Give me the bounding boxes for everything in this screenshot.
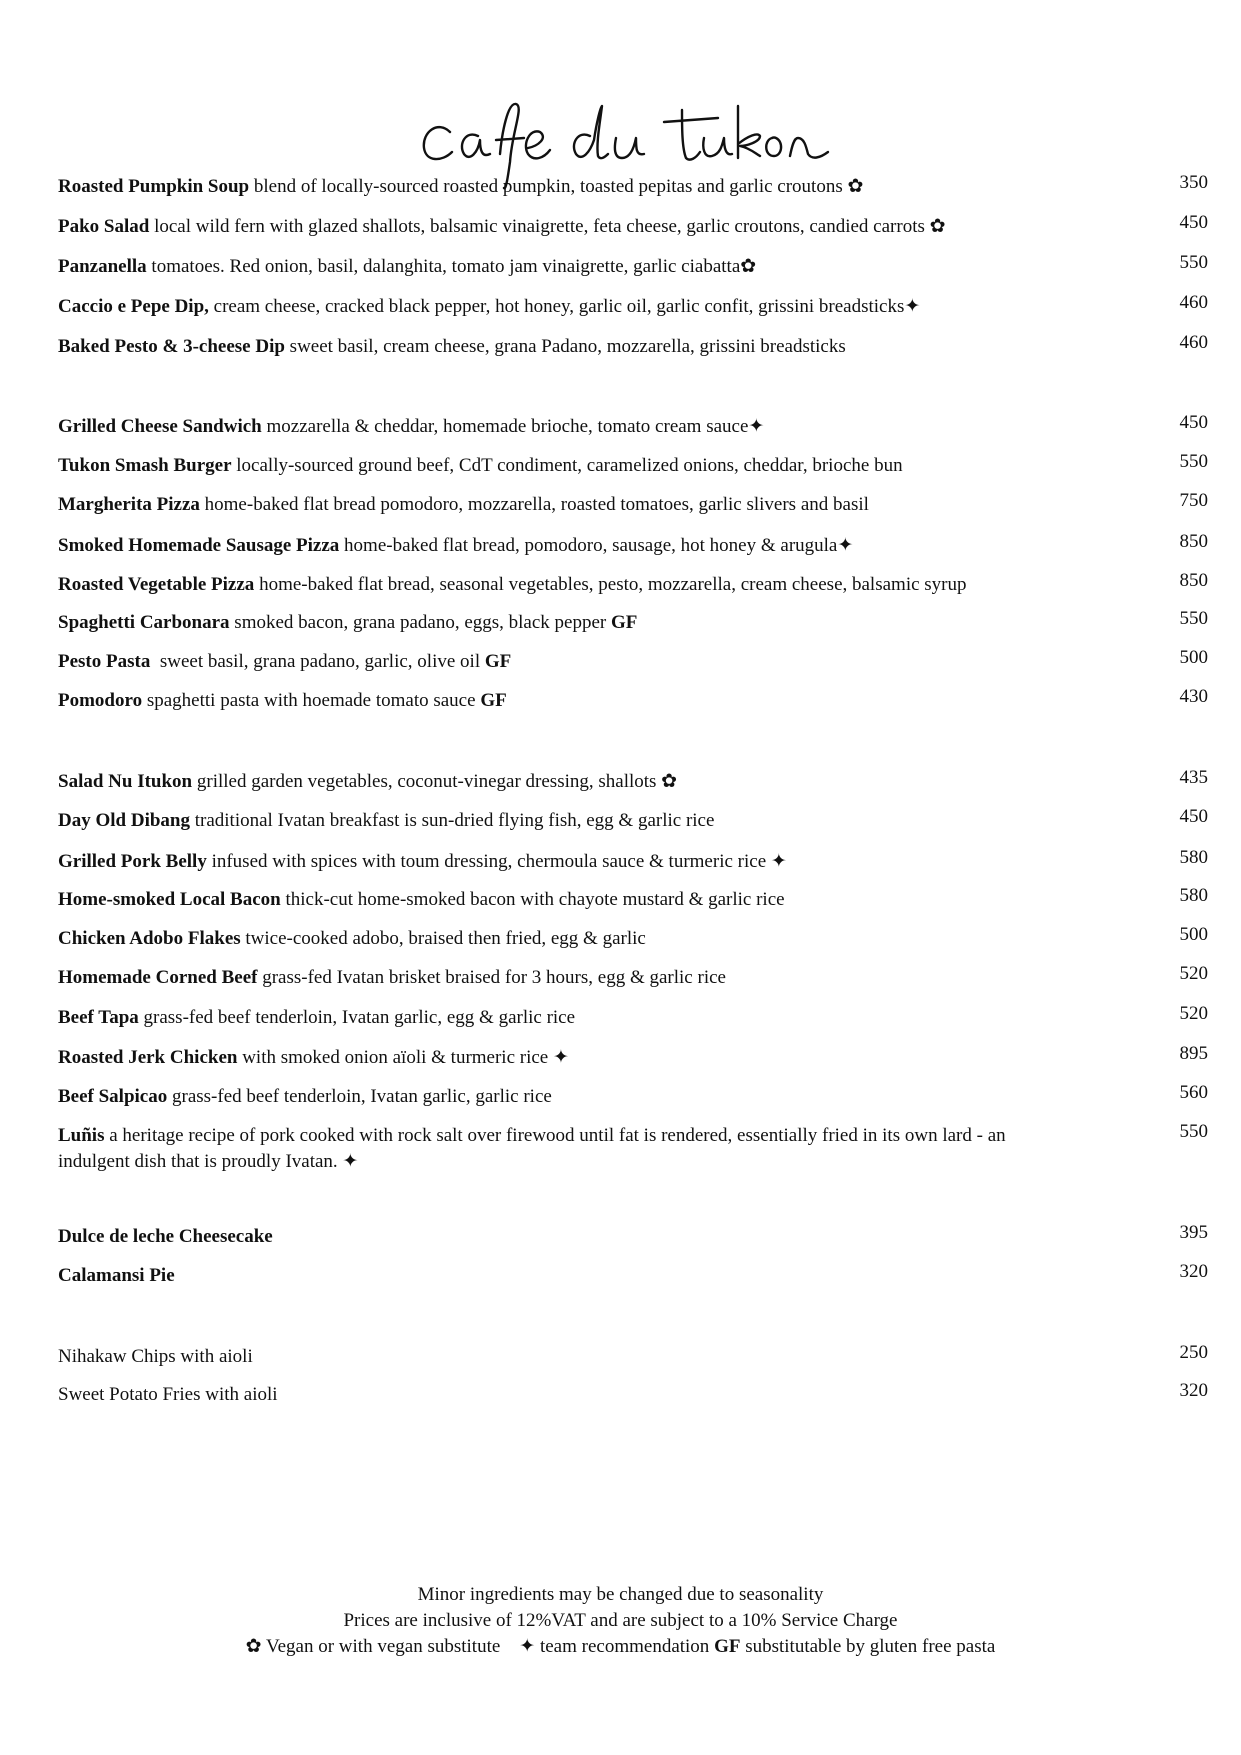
menu-item-price: 560: [1179, 1082, 1208, 1103]
menu-item: [58, 414, 1208, 440]
menu-item-description: sweet basil, cream cheese, grana Padano, mozzarella, grissini breadsticks: [284, 336, 846, 357]
menu-item-description: with smoked onion aïoli & turmeric rice ✦: [237, 1047, 569, 1068]
menu-item-name: Roasted Pumpkin Soup: [58, 176, 250, 197]
menu-item-name: Sweet Potato Fries with aioli: [58, 1384, 278, 1405]
menu-item-description: smoked bacon, grana padano, eggs, black pepper: [229, 612, 611, 633]
menu-item-description: a heritage recipe of pork cooked with rock salt over firewood until fat is rendered, essentially fried in its own lard - an indulgent dish that is proudly Ivatan. ✦: [58, 1125, 1011, 1172]
menu-item: [58, 453, 1208, 479]
menu-item-price: 550: [1179, 252, 1208, 273]
menu-item-name: Luñis: [58, 1125, 105, 1146]
menu-item-text: [58, 334, 1078, 360]
menu-item-price: 250: [1179, 1342, 1208, 1363]
menu-item-text: [58, 769, 1078, 795]
menu-item-text: [58, 1045, 1078, 1071]
menu-item-description: local wild fern with glazed shallots, balsamic vinaigrette, feta cheese, garlic croutons, candied carrots ✿: [149, 216, 946, 237]
menu-item-price: 895: [1179, 1043, 1208, 1064]
menu-item-name: Panzanella: [58, 256, 147, 277]
menu-item-name: Beef Tapa: [58, 1007, 139, 1028]
menu-item: [58, 334, 1208, 360]
pricing-note: Prices are inclusive of 12%VAT and are subject to a 10% Service Charge: [343, 1610, 898, 1631]
menu-item-text: [58, 572, 1078, 598]
menu-item: [58, 1382, 1208, 1408]
gluten-free-tag: GF: [480, 690, 507, 711]
menu-item-price: 395: [1179, 1222, 1208, 1243]
menu-item: [58, 294, 1208, 320]
menu-item-name: Calamansi Pie: [58, 1265, 175, 1286]
menu-item-text: [58, 688, 1078, 714]
menu-item-name: Margherita Pizza: [58, 494, 200, 515]
menu-item: [58, 849, 1208, 875]
menu-item-name: Homemade Corned Beef: [58, 967, 258, 988]
menu-item-name: Spaghetti Carbonara: [58, 612, 230, 633]
menu-item-text: [58, 414, 1078, 440]
menu-item-name: Nihakaw Chips with aioli: [58, 1346, 253, 1367]
menu-item-price: 450: [1179, 212, 1208, 233]
menu-item: [58, 610, 1208, 636]
seasonality-note: Minor ingredients may be changed due to seasonality: [417, 1584, 824, 1605]
menu-item-description: grass-fed beef tenderloin, Ivatan garlic, egg & garlic rice: [138, 1007, 576, 1028]
legend-line: [0, 1634, 1241, 1660]
menu-item-description: spaghetti pasta with hoemade tomato sauce: [142, 690, 481, 711]
menu-item-name: Grilled Pork Belly: [58, 851, 207, 872]
menu-item-price: 580: [1179, 885, 1208, 906]
menu-item: [58, 572, 1208, 598]
menu-item-description: home-baked flat bread, seasonal vegetables, pesto, mozzarella, cream cheese, balsamic syrup: [254, 574, 967, 595]
menu-item-text: [58, 1123, 1078, 1175]
menu-item-price: 750: [1179, 490, 1208, 511]
menu-item-name: Chicken Adobo Flakes: [58, 928, 241, 949]
menu-item: [58, 769, 1208, 795]
menu-item-text: [58, 1263, 1078, 1289]
menu-item: [58, 1084, 1208, 1110]
menu-item-price: 320: [1179, 1380, 1208, 1401]
menu-item-text: [58, 1344, 1078, 1370]
menu-item-text: [58, 533, 1078, 559]
menu-item-price: 500: [1179, 647, 1208, 668]
menu-item-description: locally-sourced ground beef, CdT condiment, caramelized onions, cheddar, brioche bun: [231, 455, 903, 476]
menu-item-name: Home-smoked Local Bacon: [58, 889, 281, 910]
menu-item-text: [58, 1005, 1078, 1031]
menu-item: [58, 214, 1208, 240]
gluten-free-tag: GF: [484, 651, 512, 672]
menu-item-text: [58, 1224, 1078, 1250]
menu-item-price: 550: [1179, 451, 1208, 472]
menu-item-description: grass-fed Ivatan brisket braised for 3 hours, egg & garlic rice: [257, 967, 726, 988]
menu-item-price: 550: [1179, 1121, 1208, 1142]
menu-item-text: [58, 453, 1078, 479]
menu-item-description: tomatoes. Red onion, basil, dalanghita, tomato jam vinaigrette, garlic ciabatta✿: [146, 256, 757, 277]
menu-item-name: Pesto Pasta: [58, 651, 151, 672]
menu-item-text: [58, 1084, 1078, 1110]
menu-item-text: [58, 808, 1078, 834]
menu-item: [58, 1045, 1208, 1071]
menu-item-price: 450: [1179, 806, 1208, 827]
gluten-free-tag: GF: [611, 612, 638, 633]
menu-item-description: traditional Ivatan breakfast is sun-dried flying fish, egg & garlic rice: [189, 810, 715, 831]
menu-item-name: Day Old Dibang: [58, 810, 190, 831]
menu-item: [58, 533, 1208, 559]
menu-item-description: cream cheese, cracked black pepper, hot honey, garlic oil, garlic confit, grissini breadsticks✦: [208, 296, 921, 317]
menu-item-description: twice-cooked adobo, braised then fried, egg & garlic: [240, 928, 646, 949]
menu-item-description: blend of locally-sourced roasted pumpkin, toasted pepitas and garlic croutons ✿: [249, 176, 864, 197]
menu-item-text: [58, 610, 1078, 636]
menu-item: [58, 254, 1208, 280]
menu-item-description: home-baked flat bread, pomodoro, sausage, hot honey & arugula✦: [339, 535, 854, 556]
menu-item: [58, 688, 1208, 714]
menu-item: [58, 174, 1208, 200]
legend-prefix: ✿ Vegan or with vegan substitute ✦ team recommendation: [245, 1636, 715, 1657]
menu-item-description: home-baked flat bread pomodoro, mozzarella, roasted tomatoes, garlic slivers and basil: [199, 494, 869, 515]
menu-item-price: 460: [1179, 292, 1208, 313]
menu-item-price: 435: [1179, 767, 1208, 788]
menu-item-name: Grilled Cheese Sandwich: [58, 416, 262, 437]
menu-item-text: [58, 926, 1078, 952]
menu-item-description: sweet basil, grana padano, garlic, olive oil: [150, 651, 485, 672]
menu-item-price: 460: [1179, 332, 1208, 353]
menu-item-text: [58, 254, 1078, 280]
menu-item-name: Roasted Jerk Chicken: [58, 1047, 238, 1068]
menu-item-text: [58, 214, 1078, 240]
legend-suffix: substitutable by gluten free pasta: [740, 1636, 996, 1657]
menu-item-name: Pomodoro: [58, 690, 143, 711]
menu-item-name: Smoked Homemade Sausage Pizza: [58, 535, 340, 556]
menu-item-text: [58, 649, 1078, 675]
menu-item-description: mozzarella & cheddar, homemade brioche, tomato cream sauce✦: [261, 416, 765, 437]
menu-item-price: 550: [1179, 608, 1208, 629]
menu-item-name: Salad Nu Itukon: [58, 771, 193, 792]
menu-item: [58, 1005, 1208, 1031]
menu-item: [58, 649, 1208, 675]
menu-item-text: [58, 294, 1078, 320]
menu-footer: [0, 1582, 1241, 1660]
menu-item-text: [58, 965, 1078, 991]
menu-item: [58, 965, 1208, 991]
menu-item: [58, 1263, 1208, 1289]
menu-item-price: 580: [1179, 847, 1208, 868]
menu-item-name: Beef Salpicao: [58, 1086, 168, 1107]
menu-item-text: [58, 492, 1078, 518]
menu-item: [58, 887, 1208, 913]
menu-item-price: 850: [1179, 531, 1208, 552]
menu-item-name: Baked Pesto & 3-cheese Dip: [58, 336, 285, 357]
menu-item-description: thick-cut home-smoked bacon with chayote mustard & garlic rice: [280, 889, 785, 910]
menu-item: [58, 1344, 1208, 1370]
menu-item-text: [58, 887, 1078, 913]
menu-item-price: 430: [1179, 686, 1208, 707]
menu-item-price: 500: [1179, 924, 1208, 945]
menu-item: [58, 492, 1208, 518]
menu-item-price: 850: [1179, 570, 1208, 591]
menu-item-text: [58, 174, 1078, 200]
menu-item-text: [58, 1382, 1078, 1408]
menu-item: [58, 808, 1208, 834]
menu-item-description: grilled garden vegetables, coconut-vinegar dressing, shallots ✿: [192, 771, 678, 792]
menu-item-price: 450: [1179, 412, 1208, 433]
menu-item-price: 520: [1179, 963, 1208, 984]
menu-item: [58, 1123, 1208, 1175]
menu-item-name: Tukon Smash Burger: [58, 455, 232, 476]
menu-item-price: 320: [1179, 1261, 1208, 1282]
menu-item-name: Dulce de leche Cheesecake: [58, 1226, 273, 1247]
menu-item-name: Caccio e Pepe Dip,: [58, 296, 209, 317]
menu-item: [58, 1224, 1208, 1250]
menu-item-price: 520: [1179, 1003, 1208, 1024]
menu-item-price: 350: [1179, 172, 1208, 193]
menu-item: [58, 926, 1208, 952]
legend-gf-mark: GF: [714, 1636, 741, 1657]
menu-item-text: [58, 849, 1078, 875]
menu-item-name: Roasted Vegetable Pizza: [58, 574, 255, 595]
menu-item-name: Pako Salad: [58, 216, 150, 237]
menu-item-description: infused with spices with toum dressing, chermoula sauce & turmeric rice ✦: [206, 851, 787, 872]
menu-item-description: grass-fed beef tenderloin, Ivatan garlic, garlic rice: [167, 1086, 552, 1107]
